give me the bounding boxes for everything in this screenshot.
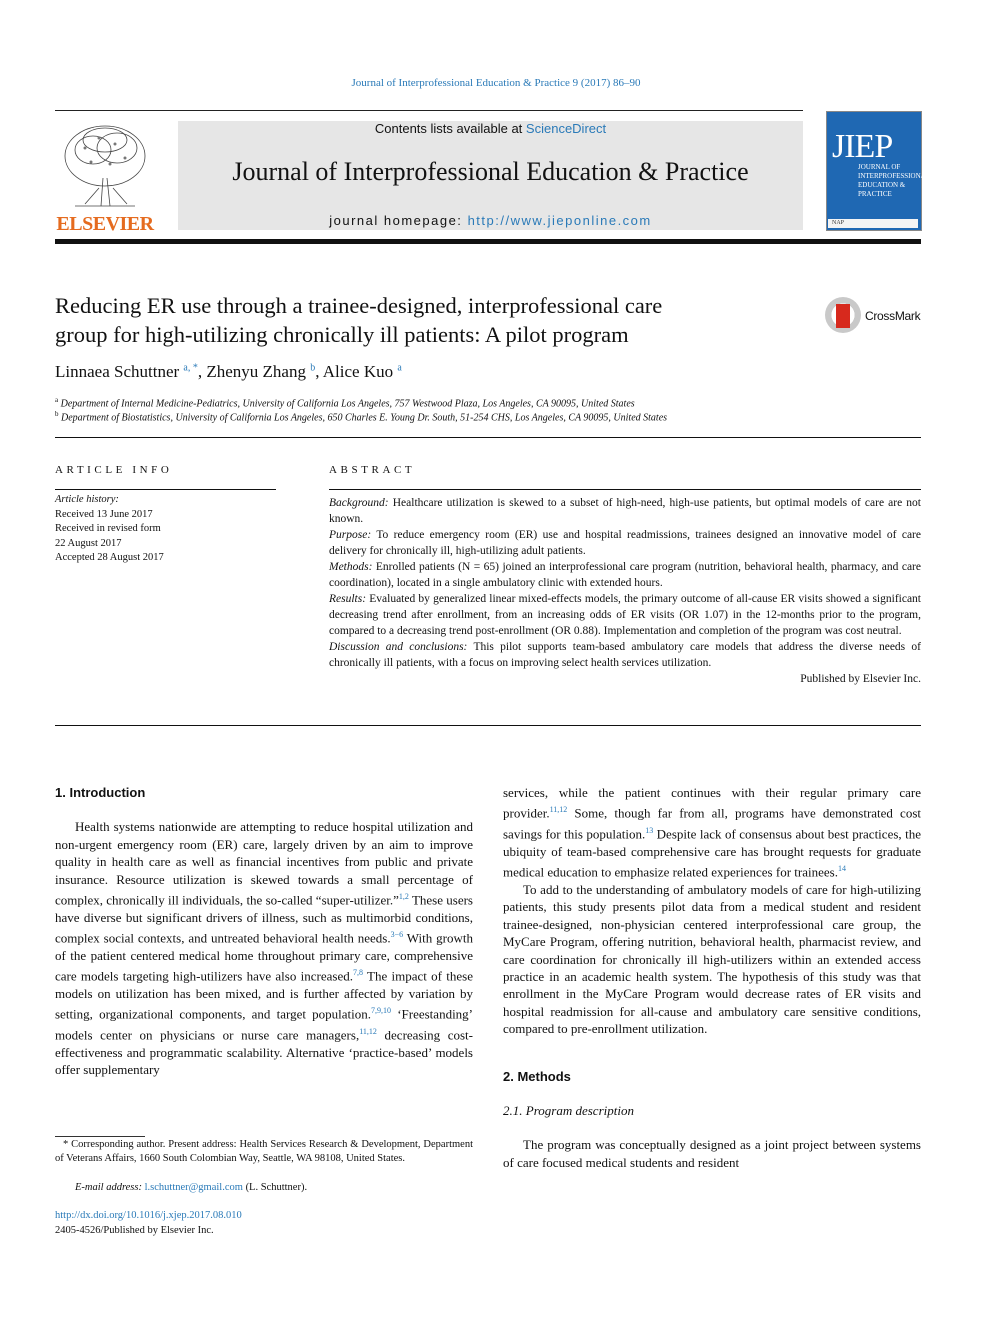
reference-link[interactable]: 7,9,10 xyxy=(371,1006,392,1016)
doi-link[interactable]: http://dx.doi.org/10.1016/j.xjep.2017.08.010 xyxy=(55,1210,242,1221)
journal-title: Journal of Interprofessional Education & Practice xyxy=(232,157,749,186)
title-line-2: group for high-utilizing chronically ill patients: A pilot program xyxy=(55,322,629,347)
subsection-heading-program: 2.1. Program description xyxy=(503,1103,634,1119)
author-sep: , xyxy=(315,362,323,381)
divider xyxy=(55,437,921,438)
author-sep: , xyxy=(197,362,207,381)
reference-link[interactable]: 14 xyxy=(837,864,846,874)
text: Health systems nationwide are attempting to reduce hospital utilization and non-urgent emergency room (ER) care, largely driven by an aim to improve quality in health care as well as financial incentives from public and private insurance. Resource utilization is skewed towards a small percentage of complex, chronically ill individuals, the so-called “super-utilizer.” xyxy=(55,819,473,908)
author-sup[interactable]: a xyxy=(397,362,402,374)
label: Methods: xyxy=(329,561,373,573)
affiliation-text: Department of Internal Medicine-Pediatrics, University of California Los Angeles, 757 Westwood Plaza, Los Angeles, CA 90095, United States xyxy=(60,398,635,410)
affiliation-a xyxy=(55,396,635,409)
history-revised: Received in revised form xyxy=(55,523,161,534)
header-rule xyxy=(55,110,803,111)
abstract-purpose xyxy=(329,527,921,559)
author-sup[interactable]: b xyxy=(310,362,316,374)
cover-abbrev: JIEP xyxy=(832,128,893,165)
sciencedirect-link[interactable]: ScienceDirect xyxy=(525,121,607,136)
text: Evaluated by generalized linear mixed-effects models, the primary outcome of all-cause ER visits showed a significant decreasing trend after enrollment, from an increasing odds of ER visits (OR 1.07) in the 12-months prior to the program, compared to a decreasing trend post-enrollment (OR 0.88). Implementation and completion of the program was cost neutral. xyxy=(329,593,921,637)
text: Healthcare utilization is skewed to a subset of high-need, high-use patients, but optimal models of care are not known. xyxy=(329,497,922,525)
text: services, while the patient continues with their regular primary care provider. xyxy=(503,785,921,821)
left-column xyxy=(55,784,473,1079)
article-info-heading: ARTICLE INFO xyxy=(55,464,173,476)
abstract-heading: ABSTRACT xyxy=(329,464,416,476)
homepage-line xyxy=(178,213,803,228)
author-name[interactable]: Zhenyu Zhang xyxy=(206,362,306,381)
contents-line xyxy=(178,121,803,136)
email-label: E-mail address: xyxy=(75,1182,142,1193)
crossmark-label[interactable]: CrossMark xyxy=(865,309,921,323)
text: These users have diverse but significant drivers of illness, such as multimorbid conditions, complex social contexts, and untreated behavioral health needs. xyxy=(55,892,473,946)
author-list xyxy=(55,362,402,382)
label: Results: xyxy=(329,593,367,605)
history-revised-date: 22 August 2017 xyxy=(55,537,122,549)
homepage-prefix: journal homepage: xyxy=(329,213,463,228)
abstract-background xyxy=(329,495,921,527)
homepage-link[interactable]: http://www.jieponline.com xyxy=(467,213,652,228)
history-label: Article history: xyxy=(55,494,119,505)
label: Discussion and conclusions: xyxy=(329,641,468,653)
cover-subtitle-4: PRACTICE xyxy=(858,190,892,198)
published-by: Published by Elsevier Inc. xyxy=(800,673,921,685)
header-thick-rule xyxy=(55,239,921,244)
elsevier-wordmark: ELSEVIER xyxy=(56,213,154,235)
text: ‘Freestanding’ models center on physicians or nurse care managers, xyxy=(55,1006,474,1043)
reference-link[interactable]: 1,2 xyxy=(398,892,409,902)
right-column xyxy=(503,784,921,1171)
affiliation-sup: b xyxy=(55,410,59,418)
history-accepted: Accepted 28 August 2017 xyxy=(55,552,164,563)
divider xyxy=(329,489,921,490)
journal-citation[interactable]: Journal of Interprofessional Education & Practice 9 (2017) 86–90 xyxy=(351,77,641,89)
author-name[interactable]: Linnaea Schuttner xyxy=(55,362,180,381)
intro-paragraph xyxy=(55,818,473,1078)
divider xyxy=(55,725,921,726)
text: decreasing cost-effectiveness and programmatic scalability. Alternative ‘practice-based’ models offer supplementary xyxy=(55,1027,473,1078)
issn-line: 2405-4526/Published by Elsevier Inc. xyxy=(55,1225,214,1236)
abstract-discussion xyxy=(329,639,921,671)
text: The impact of these models on utilization has been mixed, and is further affected by variation by setting, organizational components, and target population. xyxy=(55,968,473,1022)
text: Some, though far from all, programs have demonstrated cost savings for this population. xyxy=(503,805,921,842)
reference-link[interactable]: 3−6 xyxy=(390,930,404,940)
cover-subtitle xyxy=(858,163,930,199)
abstract-methods xyxy=(329,559,921,591)
reference-link[interactable]: 11,12 xyxy=(359,1027,377,1037)
reference-link[interactable]: 13 xyxy=(645,826,654,836)
program-paragraph: The program was conceptually designed as a joint project between systems of care focused medical students and resident xyxy=(503,1137,921,1170)
text: Enrolled patients (N = 65) joined an interprofessional care program (nutrition, behavioral health, pharmacy, and care coordination), located in a single ambulatory clinic with extended hours. xyxy=(329,561,921,589)
affiliation-b xyxy=(55,410,667,423)
article-title xyxy=(55,291,795,349)
cover-footer: NAP xyxy=(828,219,918,228)
cover-subtitle-2: INTERPROFESSIONAL xyxy=(858,172,930,180)
text: Despite lack of consensus about best practices, the ubiquity of team-based comprehensive care has brought requests for graduate medical education to emphasize related experiences for trainees. xyxy=(503,826,921,880)
author-sup[interactable]: a, * xyxy=(183,362,198,374)
affiliation-sup: a xyxy=(55,396,59,404)
author-name[interactable]: Alice Kuo xyxy=(322,362,394,381)
email-link[interactable]: l.schuttner@gmail.com xyxy=(144,1182,243,1193)
section-heading-methods: 2. Methods xyxy=(503,1068,571,1084)
cover-subtitle-1: JOURNAL OF xyxy=(858,163,901,171)
article-history xyxy=(55,493,164,566)
text: To reduce emergency room (ER) use and hospital readmissions, trainees designed an innovative model of care delivery for chronically ill, high-utilizing adult patients. xyxy=(329,529,921,557)
email-suffix: (L. Schuttner). xyxy=(242,1182,308,1193)
abstract-results xyxy=(329,591,921,639)
intro-paragraph-cont xyxy=(503,784,921,881)
cover-subtitle-3: EDUCATION & xyxy=(858,181,906,189)
divider xyxy=(55,489,276,490)
footnote-rule xyxy=(55,1136,145,1137)
label: Background: xyxy=(329,497,389,509)
section-heading-introduction: 1. Introduction xyxy=(55,785,146,800)
label: Purpose: xyxy=(329,529,372,541)
affiliation-text: Department of Biostatistics, University of California Los Angeles, 650 Charles E. Young Dr. South, 51-254 CHS, Los Angeles, CA 90095, United States xyxy=(61,412,668,424)
crossmark-bookmark-icon xyxy=(836,304,850,328)
abstract-body xyxy=(329,495,921,687)
contents-prefix: Contents lists available at xyxy=(374,121,523,136)
reference-link[interactable]: 11,12 xyxy=(549,805,568,815)
email-note xyxy=(55,1181,473,1195)
title-line-1: Reducing ER use through a trainee-designed, interprofessional care xyxy=(55,293,663,318)
reference-link[interactable]: 7,8 xyxy=(352,968,363,978)
text: This pilot supports team-based ambulatory care models that address the diverse needs of chronically ill patients, with a focus on improving select health services utilization. xyxy=(329,641,921,669)
corresponding-author-note: * Corresponding author. Present address: Health Services Research & Development, Department of Veterans Affairs, 1660 South Colombian Way, Seattle, WA 98108, United States. xyxy=(55,1139,473,1164)
text: With growth of the patient centered medical home throughout primary care, comprehensive care models targeting high-utilizers have also increased. xyxy=(55,930,473,984)
intro-paragraph-2: To add to the understanding of ambulatory models of care for high-utilizing patients, this study presents pilot data from a medical student and resident trainee-designed, non-physician centered interprofessional care group, the MyCare Program, offering nutrition, behavioral health, pharmacist review, and care coordination for chronically ill high-utilizers within an extended access practice in an academic health system. The hypothesis of this study was that enrollment in the MyCare Program would decrease rates of ER visits and hospital readmission for all-cause and ambulatory care sensitive conditions, compared to pre-enrollment utilization. xyxy=(503,882,921,1037)
history-received: Received 13 June 2017 xyxy=(55,508,153,520)
